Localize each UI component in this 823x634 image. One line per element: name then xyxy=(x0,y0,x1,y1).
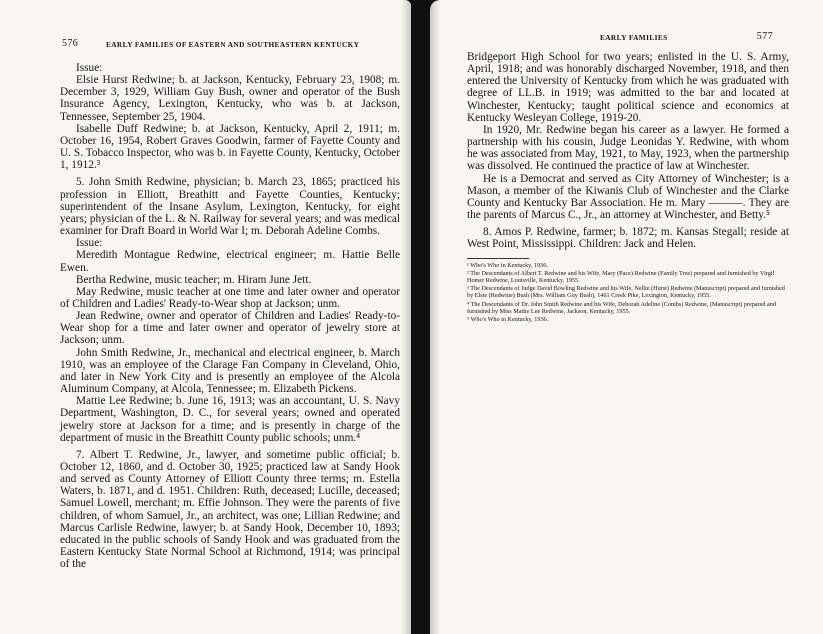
page-body xyxy=(467,51,789,324)
footnote: ⁴ The Descendants of Dr. John Smith Redwine and his Wife, Deborah Adeline (Combs) Redwine, (Manuscript) prepared and furnished by Miss Mattie Lee Redwine, Jackson, Kentucky, 1955. xyxy=(467,300,776,315)
page-number: 576 xyxy=(62,38,79,49)
page-number: 577 xyxy=(756,31,773,42)
footnote: ⁵ Who's Who in Kentucky, 1936. xyxy=(467,315,549,323)
running-head-title: EARLY FAMILIES xyxy=(600,33,668,42)
paragraph-isabelle: Isabelle Duff Redwine; b. at Jackson, Kentucky, April 2, 1911; m. October 16, 1954, Robert Graves Goodwin, farmer of Fayette County and U. S. Tobacco Inspector, who was b. in Fayette County, Kentucky, October 1, 1912.³ xyxy=(60,122,400,172)
footnote: ² The Descendants of Albert T. Redwine and his Wife, Mary (Pace) Redwine (Family Tree) prepared and furnished by Virgil Homer Redwine, Louisville, Kentucky, 1955. xyxy=(467,269,775,284)
gutter-shadow xyxy=(430,0,440,634)
footnote: ³ The Descendants of Judge David Bowling Redwine and his Wife, Nellie (Hurst) Redwine (Manuscript) prepared and furnished by Elsie (Redwine) Bush (Mrs. William Guy Bush), 1461 Creek Pike, Lexington, Kentucky, 1955. xyxy=(467,285,785,300)
gutter-shadow xyxy=(401,0,411,634)
paragraph-amos-redwine: 8. Amos P. Redwine, farmer; b. 1872; m. Kansas Stegall; reside at West Point, Mississippi. Children: Jack and Helen. xyxy=(467,226,789,251)
paragraph-meredith: Meredith Montague Redwine, electrical engineer; m. Hattie Belle Ewen. xyxy=(60,249,400,274)
paragraph-career: In 1920, Mr. Redwine began his career as a lawyer. He formed a partnership with his cousin, Judge Leonidas Y. Redwine, with whom he was associated from May, 1921, to May, 1923, when the partnership was dissolved. He continued the practice of law at Winchester. xyxy=(467,123,789,173)
paragraph-continuation: Bridgeport High School for two years; enlisted in the U. S. Army, April, 1918; and was honorably discharged November, 1918, and then entered the University of Kentucky from which he was graduated with degree of LL.B. in 1919; was admitted to the bar and located at Winchester, Kentucky; taught political science and economics at Kentucky Wesleyan College, 1919-20. xyxy=(467,51,789,124)
paragraph-issue-label: Issue: xyxy=(76,237,103,250)
page-body xyxy=(60,62,400,570)
paragraph-john-smith-redwine: 5. John Smith Redwine, physician; b. March 23, 1865; practiced his profession in Elliott, Breathitt and Fayette Counties, Kentucky; superintendent of the Insane Asylum, Lexington, Kentucky, for eight years; physician of the L. & N. Railway for several years; and was medical examiner for Draft Board in World War I; m. Deborah Adeline Combs. xyxy=(60,176,400,238)
paragraph-john-jr: John Smith Redwine, Jr., mechanical and electrical engineer, b. March 1910, was an employee of the Clarage Fan Company in Cleveland, Ohio, and later in New York City and is presently an employee of the Alcola Aluminum Company, at Alcola, Tennessee; m. Elizabeth Pickens. xyxy=(60,346,400,396)
footnote: ¹ Who's Who in Kentucky, 1936. xyxy=(467,261,548,269)
paragraph-albert-redwine: 7. Albert T. Redwine, Jr., lawyer, and sometime public official; b. October 12, 1860, and d. October 30, 1925; practiced law at Sandy Hook and served as County Attorney of Elliott County three terms; m. Estella Waters, b. 1871, and d. 1951. Children: Ruth, deceased; Lucille, deceased; Samuel Lowell, merchant; m. Effie Johnson. They were the parents of five children, of whom Samuel, Jr., an architect, was one; Lillian Redwine; and Marcus Carlisle Redwine, lawyer; b. at Sandy Hook, December 10, 1893; educated in the public schools of Sandy Hook and was graduated from the Eastern Kentucky State Normal School at Richmond, 1914; was principal of the xyxy=(60,448,400,571)
paragraph-bertha: Bertha Redwine, music teacher; m. Hiram June Jett. xyxy=(76,273,312,286)
paragraph-mattie-lee: Mattie Lee Redwine; b. June 16, 1913; was an accountant, U. S. Navy Department, Washington, D. C., for several years; owned and operated jewelry store at Jackson for a time; and is presently in charge of the department of music in the Breathitt County public schools; unm.⁴ xyxy=(60,395,400,444)
paragraph-elsie: Elsie Hurst Redwine; b. at Jackson, Kentucky, February 23, 1908; m. December 3, 1929, William Guy Bush, owner and operator of the Bush Insurance Agency, Lexington, Kentucky, who was b. at Jackson, Tennessee, September 25, 1904. xyxy=(60,74,400,123)
footnotes xyxy=(467,262,789,324)
paragraph-issue-label: Issue: xyxy=(76,62,103,74)
running-head-title: EARLY FAMILIES OF EASTERN AND SOUTHEASTERN KENTUCKY xyxy=(106,40,360,49)
left-page xyxy=(0,0,411,634)
paragraph-may: May Redwine, music teacher at one time and later owner and operator of Children and Ladies' Ready-to-Wear shop at Jackson; unm. xyxy=(60,285,400,310)
paragraph-democrat: He is a Democrat and served as City Attorney of Winchester; is a Mason, a member of the Kiwanis Club of Winchester and the Clarke County and Kentucky Bar Association. He m. Mary ———. They are the parents of Marcus C., Jr., an attorney at Winchester, and Betty.⁵ xyxy=(467,172,789,222)
footnote-rule xyxy=(467,258,529,259)
right-page xyxy=(430,0,823,634)
paragraph-jean: Jean Redwine, owner and operator of Children and Ladies' Ready-to-Wear shop for a time and later owner and operator of jewelry store at Jackson; unm. xyxy=(60,310,400,347)
